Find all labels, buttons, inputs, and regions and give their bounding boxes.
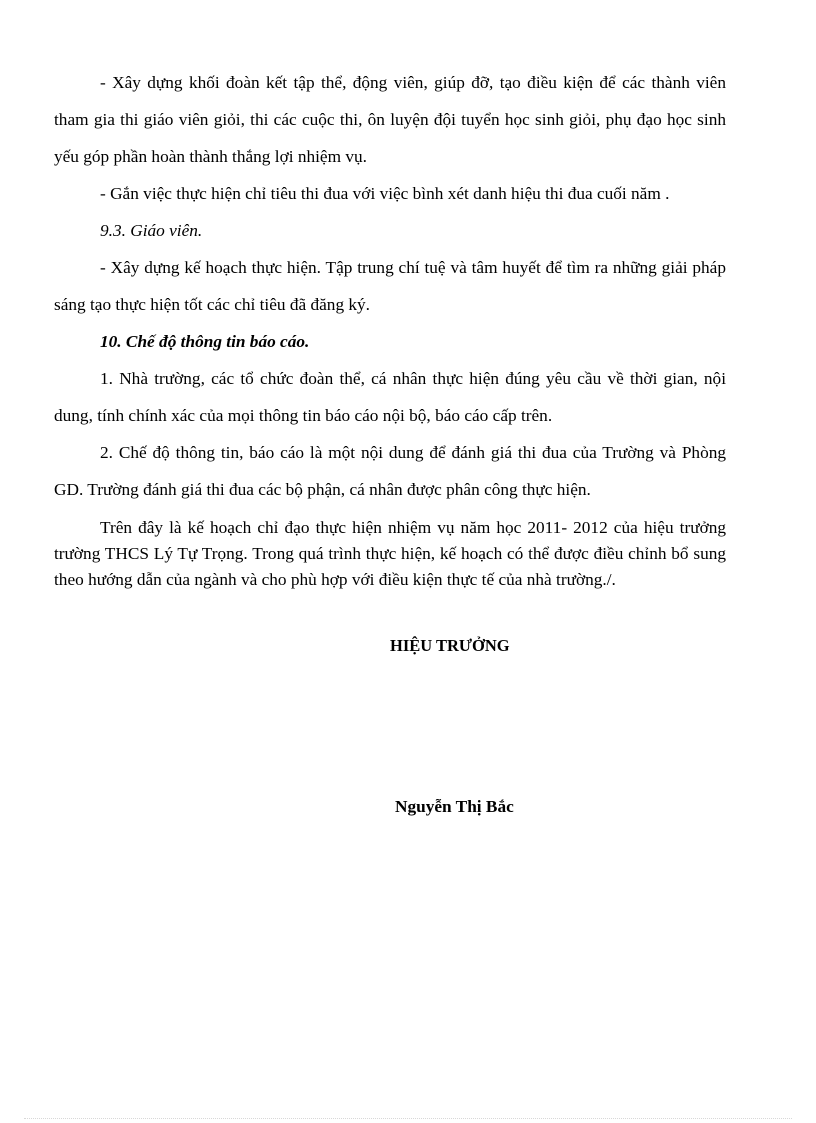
section-heading-teachers: 9.3. Giáo viên. (100, 221, 203, 240)
signature-name: Nguyễn Thị Bắc (395, 797, 514, 816)
paragraph-solidarity: - Xây dựng khối đoàn kết tập thể, động viên, giúp đỡ, tạo điều kiện để các thành viên tham gia thi giáo viên giỏi, thi các cuộc thi, ôn luyện đội tuyển học sinh giỏi, phụ đạo học sinh yếu góp phần hoàn thành thắng lợi nhiệm vụ. (54, 73, 726, 166)
section-heading-reporting: 10. Chế độ thông tin báo cáo. (100, 332, 310, 351)
paragraph-teacher-plan: - Xây dựng kế hoạch thực hiện. Tập trung chí tuệ và tâm huyết để tìm ra những giải pháp sáng tạo thực hiện tốt các chỉ tiêu đã đăng ký. (54, 258, 726, 314)
signature-title: HIỆU TRƯỞNG (390, 636, 510, 655)
paragraph-reporting-1: 1. Nhà trường, các tổ chức đoàn thể, cá nhân thực hiện đúng yêu cầu về thời gian, nội dung, tính chính xác của mọi thông tin báo cáo nội bộ, báo cáo cấp trên. (54, 369, 726, 425)
paragraph-reporting-2: 2. Chế độ thông tin, báo cáo là một nội dung để đánh giá thi đua của Trường và Phòng GD. Trường đánh giá thi đua các bộ phận, cá nhân được phân công thực hiện. (54, 443, 726, 499)
page-bottom-divider (24, 1118, 792, 1119)
closing-paragraph: Trên đây là kế hoạch chỉ đạo thực hiện nhiệm vụ năm học 2011- 2012 của hiệu trưởng trường THCS Lý Tự Trọng. Trong quá trình thực hiện, kế hoạch có thể được điều chỉnh bổ sung theo hướng dẫn của ngành và cho phù hợp với điều kiện thực tế của nhà trường./. (54, 518, 726, 589)
paragraph-emulation-targets: - Gắn việc thực hiện chỉ tiêu thi đua với việc bình xét danh hiệu thi đua cuối năm . (100, 184, 670, 203)
